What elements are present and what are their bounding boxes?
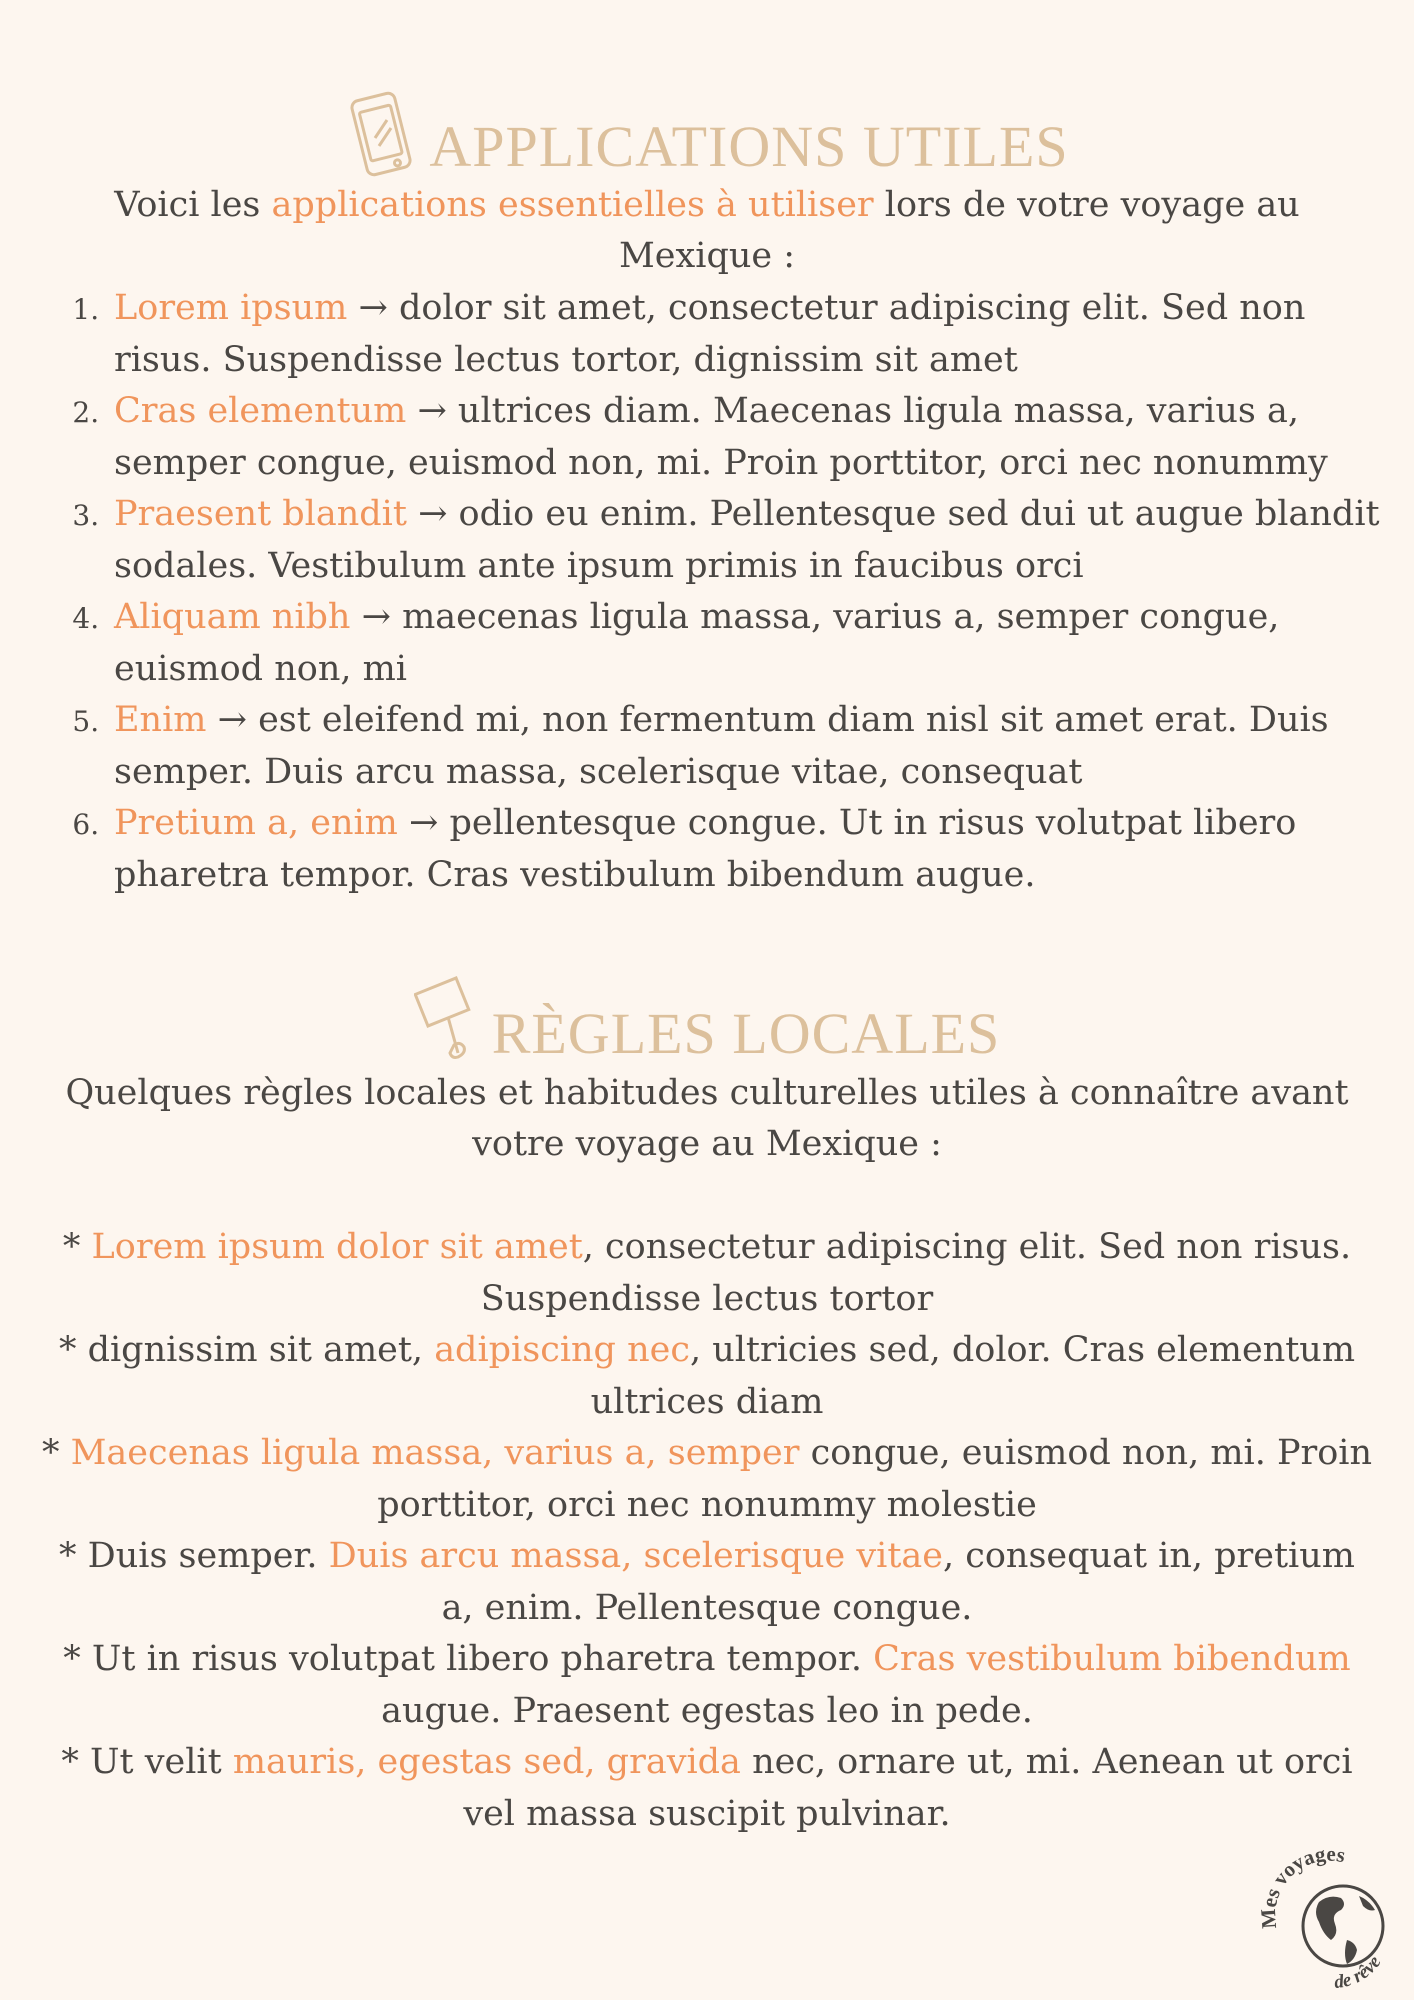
rules-list [40,1222,1374,1840]
rules-intro: Quelques règles locales et habitudes culturelles utiles à connaître avant votre voyage au Mexique : [65,1073,1349,1164]
app-desc: maecenas ligula massa, varius a, semper congue, euismod non, mi [114,597,1280,689]
list-item [40,1325,1374,1428]
rule-highlight: Duis arcu massa, scelerisque vitae [328,1536,943,1576]
list-item [108,798,1408,901]
rule-text: * Duis semper. [59,1536,329,1576]
list-item [108,386,1408,489]
list-item [108,592,1408,695]
rule-highlight: adipiscing nec [434,1330,690,1370]
rule-text-end: , consectetur adipiscing elit. Sed non risus. Suspendisse lectus tortor [480,1227,1352,1319]
logo-text-top: Mes voyages [1255,1841,1348,1930]
rules-title-text: RÈGLES LOCALES [491,1001,1001,1066]
rule-highlight: Cras vestibulum bibendum [873,1639,1351,1679]
rule-text-end: nec, ornare ut, mi. Aenean ut orci vel massa suscipit pulvinar. [463,1742,1353,1834]
rule-highlight: mauris, egestas sed, gravida [232,1742,741,1782]
apps-list [72,283,1408,901]
app-name: Cras elementum [114,391,407,431]
intro-text-end: lors de votre voyage au Mexique : [618,185,1300,276]
app-name: Enim [114,700,207,740]
rule-text: * Ut velit [61,1742,233,1782]
arrow: → [406,391,458,431]
app-name: Lorem ipsum [114,288,348,328]
sign-icon [414,975,486,1067]
intro-text: Voici les [114,185,272,225]
app-desc: est eleifend mi, non fermentum diam nisl sit amet erat. Duis semper. Duis arcu massa, scelerisque vitae, consequat [114,700,1329,792]
list-item [40,1634,1374,1737]
list-item [40,1737,1374,1840]
rule-text: * [41,1433,71,1473]
app-desc: dolor sit amet, consectetur adipiscing elit. Sed non risus. Suspendisse lectus tortor, dignissim sit amet [114,288,1306,380]
apps-intro [40,180,1374,282]
app-name: Aliquam nibh [114,597,351,637]
logo-text-bottom: de rêve [1333,1952,1386,1990]
rule-text: * dignissim sit amet, [58,1330,435,1370]
rule-text-end: , consequat in, pretium a, enim. Pellentesque congue. [441,1536,1355,1628]
arrow: → [347,288,399,328]
smartphone-icon [345,88,423,180]
rule-text-end: congue, euismod non, mi. Proin porttitor, orci nec nonummy molestie [377,1433,1373,1525]
brand-logo [1255,1840,1405,1990]
arrow: → [397,803,450,843]
list-item [108,489,1408,592]
rules-section-title [0,975,1414,1081]
app-name: Pretium a, enim [114,803,398,843]
app-desc: ultrices diam. Maecenas ligula massa, varius a, semper congue, euismod non, mi. Proin porttitor, orci nec nonummy [114,391,1328,483]
rule-highlight: Maecenas ligula massa, varius a, semper [70,1433,800,1473]
rule-text: * [62,1227,92,1267]
arrow: → [206,700,259,740]
rule-text-end: , ultricies sed, dolor. Cras elementum ultrices diam [590,1330,1356,1422]
app-name: Praesent blandit [114,494,407,534]
apps-title-text: APPLICATIONS UTILES [429,114,1069,179]
app-desc: pellentesque congue. Ut in risus volutpat libero pharetra tempor. Cras vestibulum bibendum augue. [114,803,1297,895]
list-item [40,1428,1374,1531]
rule-highlight: Lorem ipsum dolor sit amet [91,1227,583,1267]
intro-highlight: applications essentielles à utiliser [271,185,874,225]
rule-text-end: augue. Praesent egestas leo in pede. [381,1690,1033,1731]
list-item [108,283,1408,386]
list-item [40,1531,1374,1634]
arrow: → [350,597,403,637]
arrow: → [406,494,459,534]
list-item [40,1222,1374,1325]
app-desc: odio eu enim. Pellentesque sed dui ut augue blandit sodales. Vestibulum ante ipsum primis in faucibus orci [114,494,1380,586]
rule-text: * Ut in risus volutpat libero pharetra tempor. [63,1639,874,1679]
apps-section-title [0,88,1414,194]
list-item [108,695,1408,798]
